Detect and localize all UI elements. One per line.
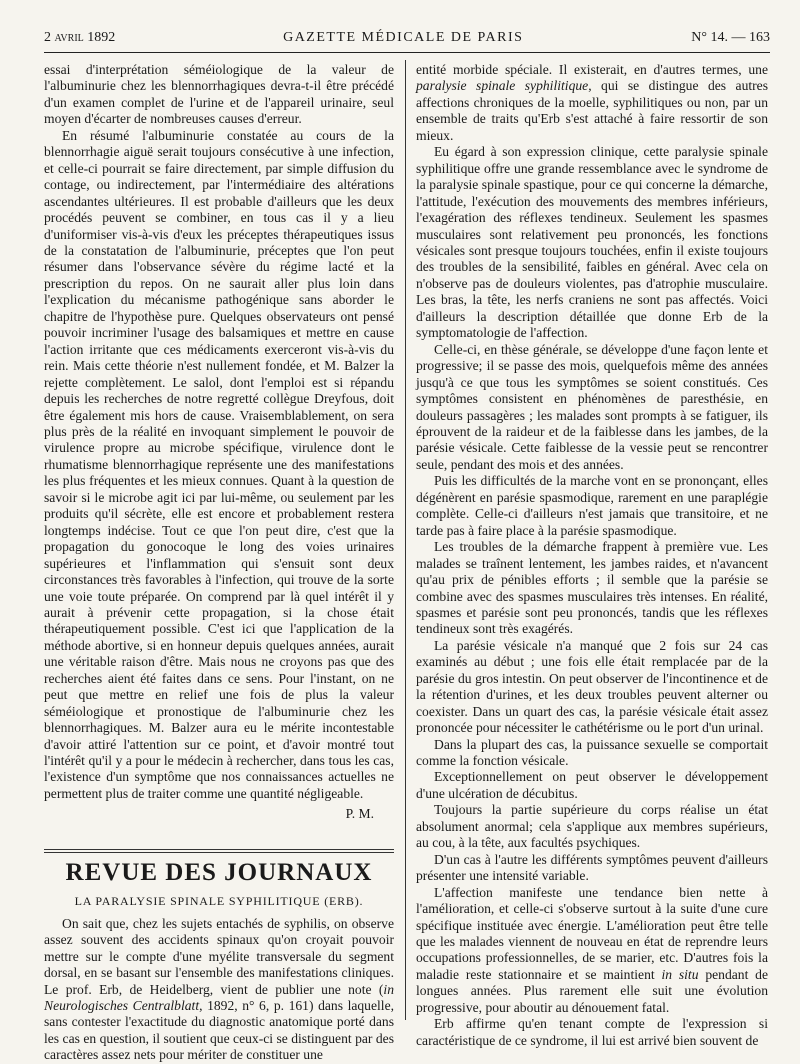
paragraph: [416, 62, 768, 144]
section-rule: [44, 849, 394, 850]
paragraph: Toujours la partie supérieure du corps réalise un état absolument anormal; cela s'applique aux membres supérieurs, au cou, à la tête, aux facultés psychiques.: [416, 802, 768, 851]
article-title: LA PARALYSIE SPINALE SYPHILITIQUE (ERB).: [74, 894, 364, 909]
citation: in Neurologisches Centralblatt: [44, 981, 394, 1014]
section-rule: [44, 852, 394, 853]
paragraph: essai d'interprétation séméiologique de la valeur de l'albuminurie chez les blennorrhagiques devra-t-il être précédé d'un examen complet de l'urine et de l'appareil urinaire, seul moyen d'écarter de nombreuses causes d'erreur.: [44, 62, 394, 127]
journal-title: GAZETTE MÉDICALE DE PARIS: [283, 30, 524, 45]
paragraph-text: L'affection manifeste une tendance bien nette à l'amélioration, et celle-ci s'observe surtout à la suite d'une cure spécifique instituée avec énergie. L'amélioration peut être telle que les malades viennent de nouveau en état de reprendre leurs occupations professionnelles, de se marier, etc. D'autres fois la maladie reste stationnaire et se maintient: [416, 884, 768, 982]
issue-date: 2 avril 1892: [44, 30, 116, 45]
paragraph: Dans la plupart des cas, la puissance sexuelle se comportait comme la fonction vésicale.: [416, 736, 768, 769]
signature: P. M.: [345, 806, 374, 822]
page-number: N° 14. — 163: [691, 30, 770, 45]
left-column: [44, 62, 394, 1064]
paragraph: [44, 916, 394, 1064]
paragraph-text: pendant de longues années. Plus rarement elle suit une évolution progressive, pour aboutir au dénouement fatal.: [416, 966, 768, 1015]
paragraph: [416, 885, 768, 1017]
paragraph: En résumé l'albuminurie constatée au cours de la blennorrhagie aiguë serait toujours consécutive à une infection, et celle-ci pourrait se faire directement, par simple diffusion du contage, ou indirectement, par l'intermédiaire des altérations ascendantes ultérieures. Il est probable d'ailleurs que les deux procédés peuvent se combiner, en tous cas il y a lieu d'uniformiser vis-à-vis d'eux les préceptes thérapeutiques issus de la constatation de l'albuminurie, préceptes que l'on peut résumer dans l'observance sévère du régime lacté et la prescription du repos. On ne saurait aller plus loin dans l'explication du mécanisme pathogénique sans aborder le chapitre de l'hypothèse pure. Quelques observateurs ont pensé pouvoir incriminer l'usage des balsamiques et mettre en cause l'action irritante que ces médicaments exerceront vis-à-vis du rein. Mais cette théorie n'est nullement fondée, et M. Balzer la rejette complètement. Le salol, dont l'emploi est si répandu depuis les recherches de notre regretté collègue Dreyfous, doit être également mis hors de cause. Vraisemblablement, on sera plus près de la réalité en invoquant simplement le pouvoir de virulence propre au microbe spécifique, virulence dont le rhumatisme blennorrhagique représente une des manifestations les plus fréquentes et les mieux connues. Quant à la question de savoir si le microbe agit ici par lui-même, ou seulement par les produits qu'il sécrète, elle est encore et probablement restera longtemps indécise. Tout ce que l'on peut dire, c'est que la propagation du gonocoque le long des voies urinaires supérieures et l'inflammation qui s'ensuit sont deux circonstances très favorables à l'infection, qui trouve de la sorte une voie toute préparée. On comprend par là quel intérêt il y aurait à prévenir cette propagation, si la chose était thérapeutiquement possible. C'est ici que l'application de la méthode abortive, si en honneur depuis quelques années, aurait une véritable raison d'être. Mais nous ne croyons pas que des recherches aient été faites dans ce sens. Pour l'instant, on ne peut que mettre en relief une fois de plus la valeur séméiologique et pronostique de l'albuminurie chez les blennorrhagiques. M. Balzer aura eu le mérite incontestable d'avoir attiré l'attention sur ce point, et d'avoir montré tout l'intérêt qu'il y a pour le médecin à rechercher, dans tous les cas, l'existence d'un symptôme que nos connaissances actuelles ne permettent plus de traiter comme une quantité négligeable.: [44, 127, 394, 801]
paragraph-text: entité morbide spéciale. Il existerait, en d'autres termes, une: [416, 62, 768, 77]
paragraph: Eu égard à son expression clinique, cette paralysie spinale syphilitique offre une grande ressemblance avec le syndrome de la paralysie spinale spastique, pour ce qui concerne la démarche, l'attitude, l'exécution des mouvements des membres inférieurs, l'exagération des réflexes tendineux. Seulement les spasmes musculaires sont relativement peu prononcés, les fonctions vésicales sont presque toujours touchées, enfin il existe toujours des troubles de la sensibilité, faibles en général. Avec cela on n'observe pas de douleurs violentes, pas d'atrophie musculaire. Les bras, la tête, les nerfs craniens ne sont pas affectés. Voici d'ailleurs la description détaillée que donne Erb de la symptomatologie de l'affection.: [416, 144, 768, 341]
paragraph: Puis les difficultés de la marche vont en se prononçant, elles dégénèrent en parésie spasmodique, rarement en une paraplégie complète. Celle-ci d'ailleurs n'est jamais que transitoire, et ne tarde pas à faire place à la parésie spasmodique.: [416, 473, 768, 538]
paragraph: La parésie vésicale n'a manqué que 2 fois sur 24 cas examinés au début ; une fois elle était remplacée par de la parésie du gros intestin. On peut observer de l'incontinence et de la rétention d'urines, et les deux troubles peuvent alterner ou coexister. Dans un quart des cas, la parésie vésicale était assez prononcée pour nécessiter le cathétérisme ou le port d'un urinal.: [416, 637, 768, 736]
right-column: [416, 62, 768, 1049]
section-title: REVUE DES JOURNAUX: [65, 858, 373, 886]
emphasis: paralysie spinale syphilitique: [416, 78, 589, 94]
column-divider: [405, 60, 406, 1020]
paragraph: Erb affirme qu'en tenant compte de l'expression si caractéristique de ce syndrome, il lui est arrivé bien souvent de: [416, 1016, 768, 1048]
paragraph: Les troubles de la démarche frappent à première vue. Les malades se traînent lentement, les jambes raides, et n'avancent qu'au prix de pénibles efforts ; il semble que la parésie se combine avec des spasmes musculaires très intenses. En réalité, spasmes et parésie sont peu prononcés, tandis que les réflexes tendineux sont très exagérés.: [416, 539, 768, 637]
paragraph-text: On sait que, chez les sujets entachés de syphilis, on observe assez souvent des accidents spinaux qu'on croyait pouvoir mettre sur le compte d'une myélite transversale du segment dorsal, en se basant sur l'ensemble des manifestations cliniques. Le prof. Erb, de Heidelberg, vient de publier une note (: [44, 915, 394, 997]
paragraph: Celle-ci, en thèse générale, se développe d'une façon lente et progressive; il se passe des mois, quelquefois même des années jusqu'à ce que tous les symptômes se soient constitués. Ces symptômes consistent en phénomènes de paresthésie, en douleurs passagères ; les malades sont prompts à se fatiguer, ils éprouvent de la raideur et de la faiblesse dans les jambes, de la parésie vésicale. Cette faiblesse de la vessie peut se rencontrer seule, pendant des mois et des années.: [416, 341, 768, 472]
emphasis: in situ: [661, 966, 699, 982]
paragraph-text: , 1892, n° 6, p. 161) dans laquelle, sans contester l'exactitude du diagnostic anatomique porté dans les cas en question, il soutient que ceux-ci se distinguent par des caractères assez nets pour mériter de constituer une: [44, 998, 394, 1063]
paragraph: D'un cas à l'autre les différents symptômes peuvent d'ailleurs présenter une intensité variable.: [416, 851, 768, 884]
paragraph-text: , qui se distingue des autres affections chroniques de la moelle, syphilitiques ou non, par un ensemble de traits qu'Erb s'est attaché à faire ressortir de son mieux.: [416, 78, 768, 143]
paragraph: Exceptionnellement on peut observer le développement d'une ulcération de décubitus.: [416, 769, 768, 801]
page-header: [44, 14, 770, 53]
